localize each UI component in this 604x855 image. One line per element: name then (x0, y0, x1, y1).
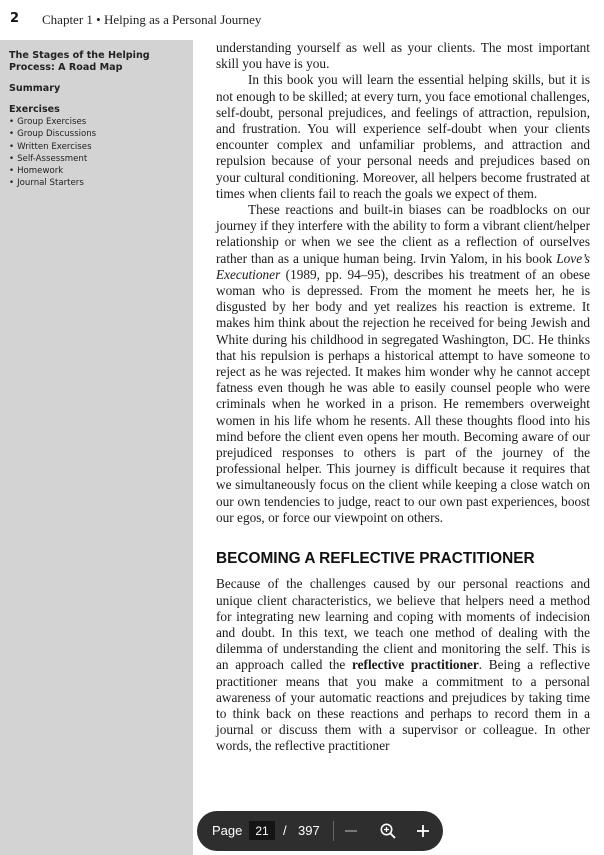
key-term: reflective practitioner (351, 657, 479, 673)
section-heading: BECOMING A REFLECTIVE PRACTITIONER (216, 550, 535, 568)
page-number: 2 (10, 11, 20, 26)
zoom-in-icon (416, 824, 430, 838)
sidebar-item: • Group Exercises (9, 116, 96, 128)
book-title: Love’s Executioner (216, 250, 590, 282)
running-head: Chapter 1 • Helping as a Personal Journey (42, 12, 262, 27)
sidebar-exercise-list (9, 116, 96, 190)
paragraph-4-text-a: Because of the challenges caused by our personal reactions and unique client characteristics, we believe that helpers need a method for integrating new learning and coping with moments of indecision and doubt. In this text, we teach one method of dealing with the dilemma of understanding the client and monitoring the self. This is an approach called the (216, 576, 590, 673)
zoom-fit-icon (379, 822, 397, 840)
pdf-toolbar (197, 811, 443, 851)
paragraph-4-text-b: . Being a reflective practitioner means that you make a commitment to a personal awareness of your automatic reactions and prejudices by taking time to think back on these reactions and perhaps to record them in a journal or discuss them with a supervisor or colleague. In other words, the reflective practitioner (216, 657, 590, 754)
zoom-in-button[interactable] (412, 819, 434, 843)
paragraph-3-text-b: (1989, pp. 94–95), describes his treatment of an obese woman who is depressed. From the moment he meets her, he is disgusted by her body and yet realizes his reaction is extreme. It makes him think about the rejection he received for being Jewish and White during his childhood in segregated Washington, DC. He thinks that his repulsion is perhaps a historical attempt to have someone to reject as he was rejected. It makes him wonder why he cannot accept fatness even though he was able to easily counsel people who were criminals when he worked in a prison. He remembers overweight women in his life whom he resents. All these thoughts flood into his mind before the client even opens her mouth. Becoming aware of our prejudiced responses to others is part of the journey of the professional helper. This journey is difficult because it requires that we simultaneously focus on the client while keeping a close watch on our own tendencies to judge, react to our own past experiences, boost our egos, or force our viewpoint on others. (216, 266, 590, 525)
total-pages: 397 (298, 823, 320, 838)
zoom-out-button[interactable] (340, 819, 362, 843)
current-page-input[interactable] (249, 821, 275, 840)
page-separator: / (283, 823, 287, 838)
sidebar-item: • Written Exercises (9, 141, 96, 153)
zoom-out-icon (344, 824, 358, 838)
page-label: Page (212, 823, 243, 838)
sidebar-section-title: The Stages of the Helping Process: A Road Map (9, 50, 150, 73)
toolbar-divider (333, 821, 334, 841)
paragraph-1: understanding yourself as well as your clients. The most important skill you have is you. (216, 40, 590, 72)
sidebar-item: • Journal Starters (9, 177, 96, 189)
paragraph-4 (216, 576, 590, 754)
chapter-sidebar (0, 40, 193, 855)
sidebar-item: • Group Discussions (9, 128, 96, 140)
page-body (216, 40, 590, 755)
sidebar-item: • Homework (9, 165, 96, 177)
paragraph-3-text-a: These reactions and built-in biases can be roadblocks on our journey if they interfere with the ability to form a vibrant client/helper relationship or when we see the client as a reflection of ourselves rather than as a unique human being. Irvin Yalom, in his book (216, 202, 590, 266)
sidebar-item: • Self-Assessment (9, 153, 96, 165)
paragraph-3 (216, 202, 590, 526)
sidebar-summary: Summary (9, 83, 61, 94)
page-header (0, 0, 604, 40)
zoom-fit-button[interactable] (377, 819, 399, 843)
sidebar-exercises-heading: Exercises (9, 104, 60, 115)
paragraph-2: In this book you will learn the essential helping skills, but it is not enough to be skilled; at every turn, you face emotional challenges, self-doubt, personal prejudices, and feelings of attraction, repulsion, and frustration. You will experience self-doubt when your clients encounter complex and unfamiliar problems, and attraction and repulsion because of your personal needs and prejudices based on your cultural conditioning. Moreover, all helpers become frustrated at times when clients fail to reach the goals we expect of them. (216, 72, 590, 201)
